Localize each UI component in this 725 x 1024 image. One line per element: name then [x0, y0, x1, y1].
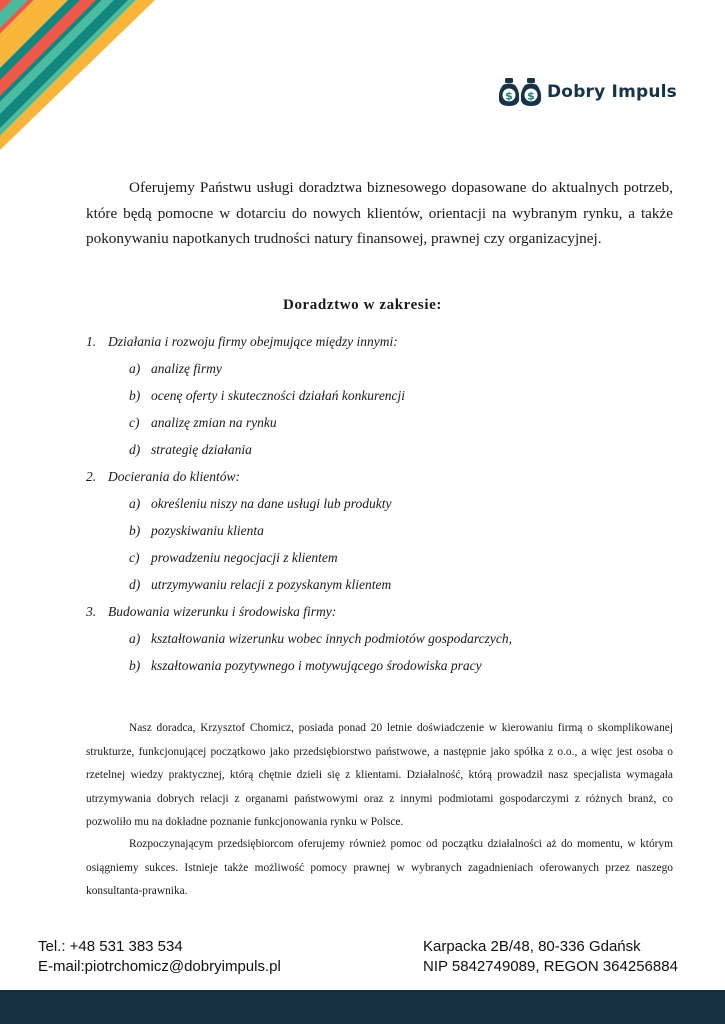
company-logo	[499, 76, 677, 108]
startup-support-paragraph: Rozpoczynającym przedsiębiorcom oferujemy również pomoc od początku działalności aż do momentu, w którym osiągniemy sukces. Istnieje także możliwość pomocy prawnej w wybranych zagadnieniach oferowanych przez naszego konsultanta-prawnika.	[86, 838, 673, 897]
footer-email: E-mail:piotrchomicz@dobryimpuls.pl	[38, 958, 281, 975]
list-subitem: d) strategię działania	[129, 442, 252, 457]
services-list	[86, 331, 686, 682]
list-subitem: c) analizę zmian na rynku	[129, 415, 277, 430]
svg-text:$: $	[527, 89, 535, 103]
intro-paragraph: Oferujemy Państwu usługi doradztwa biznesowego dopasowane do aktualnych potrzeb, które będą pomocne w dotarciu do nowych klientów, orientacji na wybranym rynku, a także pokonywaniu napotkanych trudności natury finansowej, prawnej czy organizacyjnej.	[86, 179, 673, 247]
footer-phone: Tel.: +48 531 383 534	[38, 938, 183, 955]
decorative-corner-stripes	[0, 0, 160, 160]
list-subitem: b) ocenę oferty i skuteczności działań konkurencji	[129, 388, 406, 403]
footer-tax-ids: NIP 5842749089, REGON 364256884	[423, 958, 678, 975]
footer-bar	[0, 990, 725, 1024]
list-subitem: a) analizę firmy	[129, 361, 222, 376]
advisor-paragraph: Nasz doradca, Krzysztof Chomicz, posiada ponad 20 letnie doświadczenie w kierowaniu firmą o skomplikowanej strukturze, funkcjonującej początkowo jako przedsiębiorstwo państwowe, a następnie jako spółka z o.o., a więc jest osoba o rzetelnej wiedzy praktycznej, którą chętnie dzieli się z klientami. Działalność, którą prowadził nasz specjalista wymagała utrzymywania dobrych relacji z organami państwowymi oraz z innymi podmiotami gospodarczymi z różnych branż, co pozwoliło mu na dokładne poznanie funkcjonowania rynku w Polsce.	[86, 722, 673, 828]
list-subitem: d) utrzymywaniu relacji z pozyskanym klientem	[129, 577, 392, 592]
section-heading: Doradztwo w zakresie:	[283, 297, 442, 313]
logo-wordmark: Dobry Impuls	[547, 82, 677, 102]
list-subitem: a) kształtowania wizerunku wobec innych podmiotów gospodarczych,	[129, 631, 512, 646]
footer-company-info	[423, 937, 678, 977]
footer-contact	[38, 937, 281, 977]
list-subitem: c) prowadzeniu negocjacji z klientem	[129, 550, 338, 565]
list-subitem: a) określeniu niszy na dane usługi lub produkty	[129, 496, 392, 511]
svg-text:$: $	[505, 89, 513, 103]
list-item: 1. Działania i rozwoju firmy obejmujące między innymi:	[86, 334, 398, 349]
list-subitem: b) kszałtowania pozytywnego i motywującego środowiska pracy	[129, 658, 482, 673]
list-item: 3. Budowania wizerunku i środowiska firmy:	[86, 604, 337, 619]
money-bag-icon	[499, 76, 543, 108]
list-item: 2. Docierania do klientów:	[86, 469, 240, 484]
footer-address: Karpacka 2B/48, 80-336 Gdańsk	[423, 938, 641, 955]
list-subitem: b) pozyskiwaniu klienta	[129, 523, 264, 538]
